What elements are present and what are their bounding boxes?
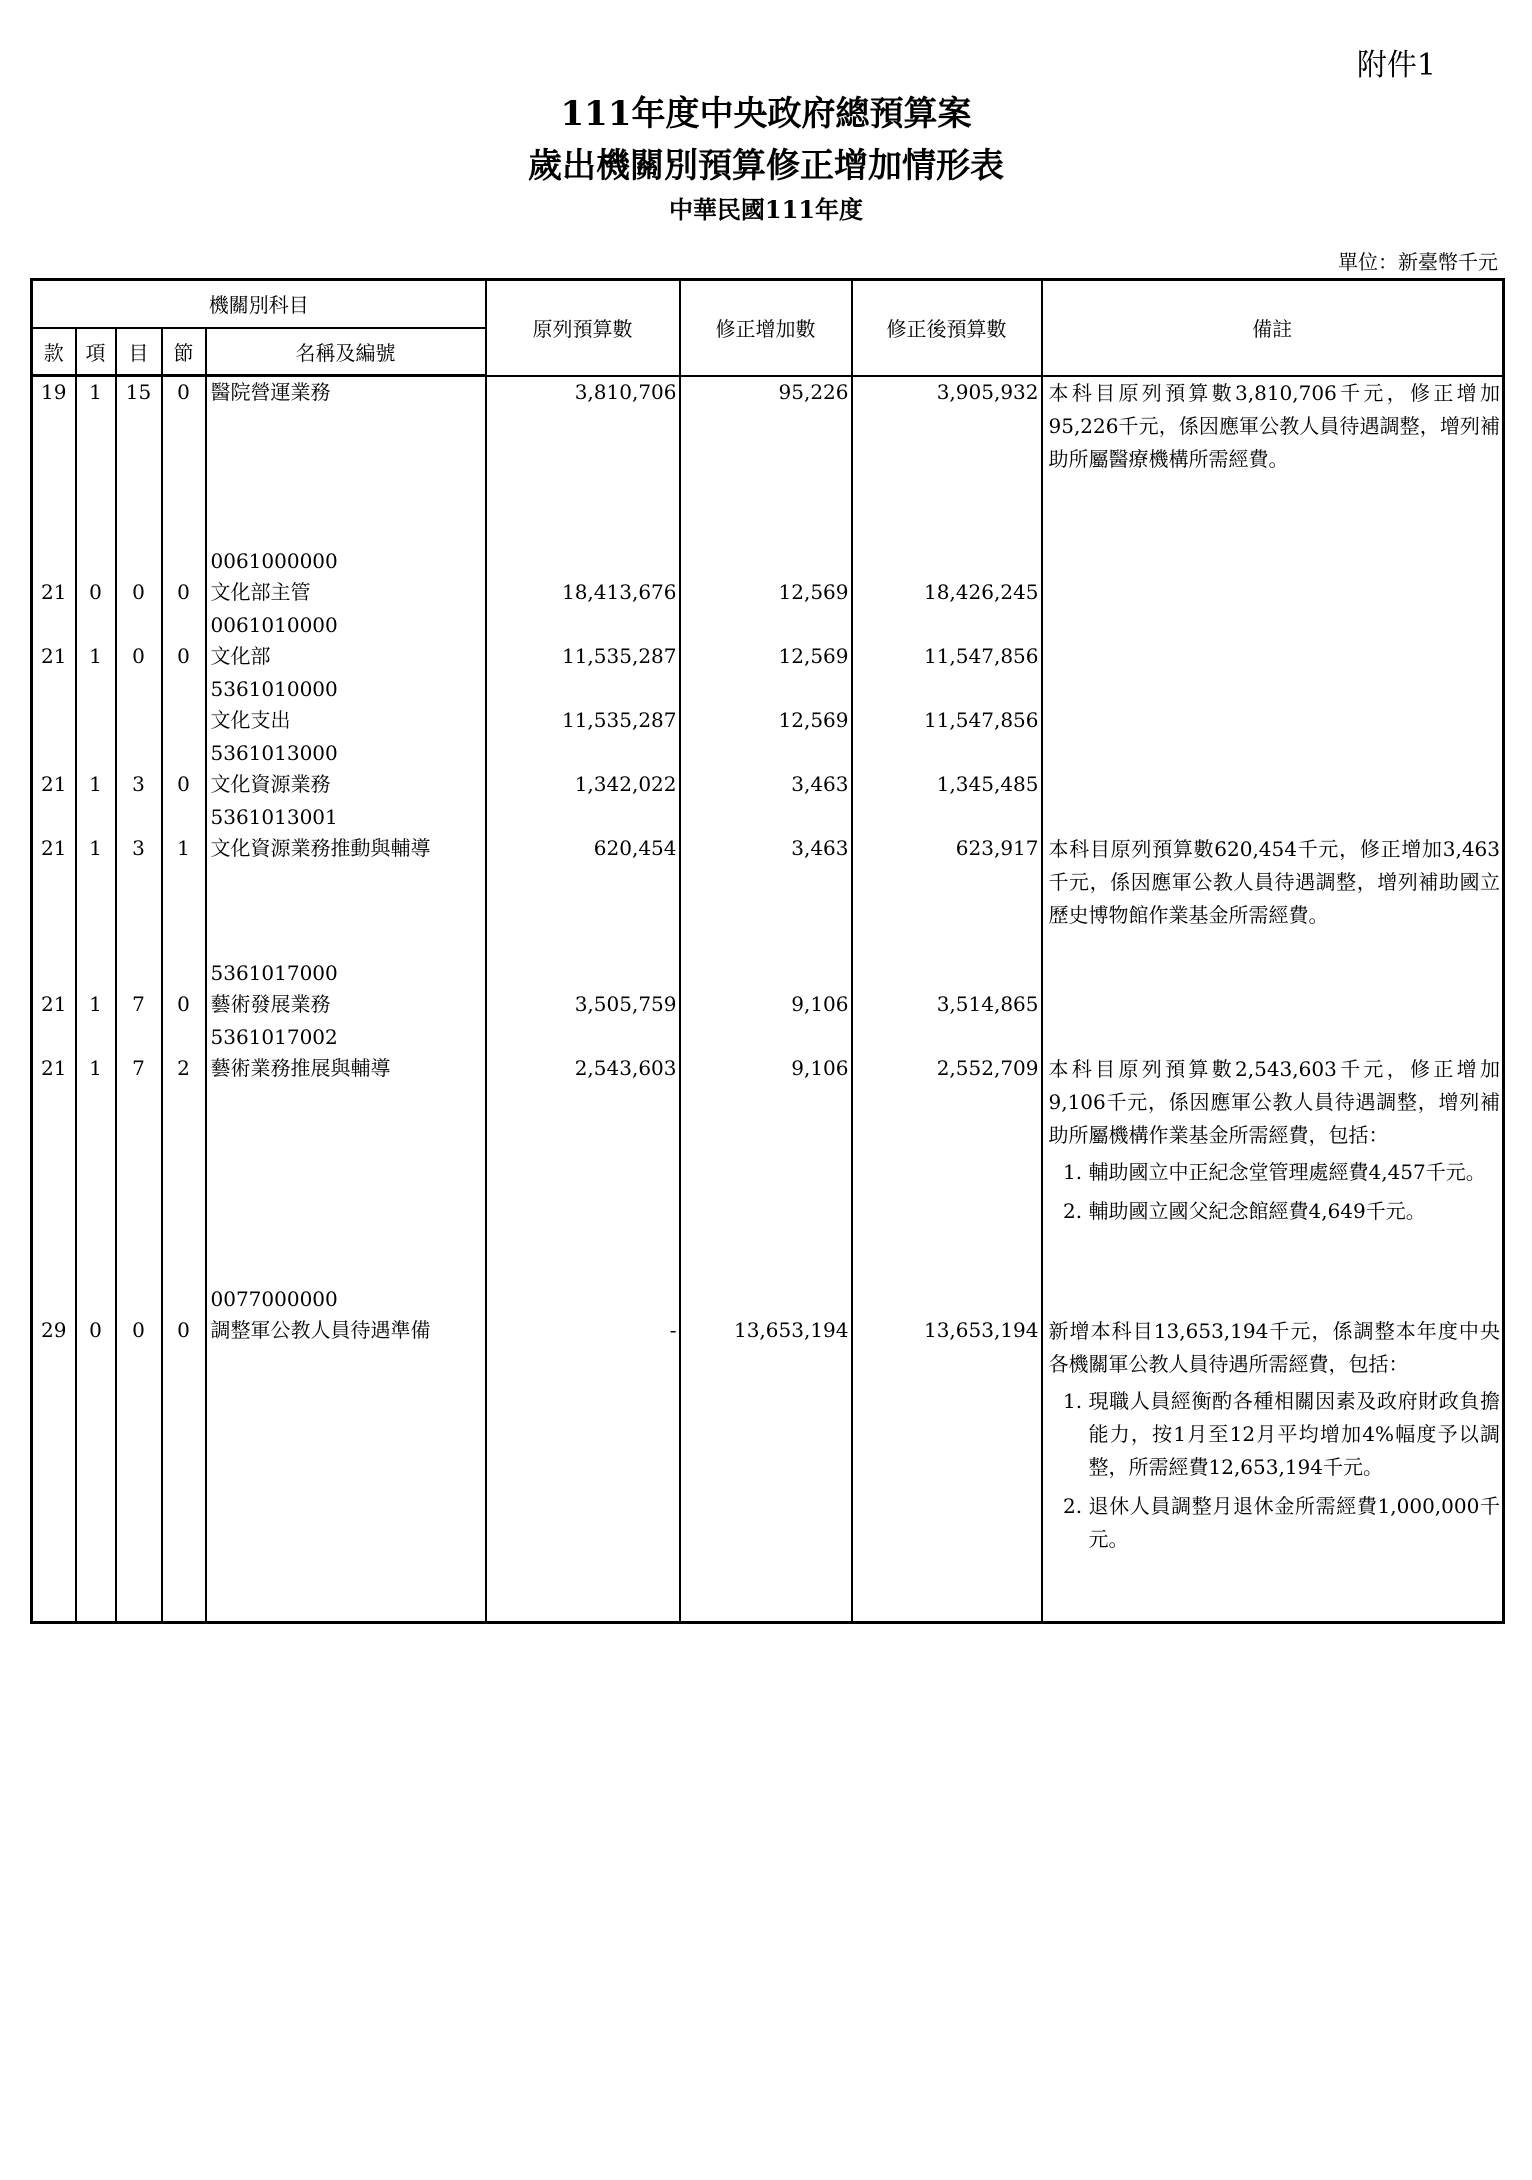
- remark-text: 本科目原列預算數2,543,603千元，修正增加9,106千元，係因應軍公教人員待遇調整，增列補助所屬機構作業基金所需經費，包括：: [1048, 1056, 1500, 1147]
- revised-cell: 1,345,485: [852, 738, 1042, 802]
- original-cell: 3,505,759: [486, 958, 680, 1022]
- name-label: 藝術發展業務: [210, 991, 331, 1016]
- table-row: [32, 546, 1504, 610]
- increase-cell: 3,463: [680, 738, 852, 802]
- budget-table: [30, 278, 1505, 1624]
- remark-cell: [1042, 1284, 1504, 1623]
- jie-cell: 0: [162, 738, 206, 802]
- name-cell: [206, 546, 486, 610]
- increase-cell: 12,569: [680, 674, 852, 738]
- mu-cell: 7: [116, 958, 162, 1022]
- kuan-cell: 21: [32, 958, 76, 1022]
- unit-label: 單位：新臺幣千元: [1338, 250, 1498, 274]
- header-jie: 節: [162, 328, 206, 376]
- revised-cell: 11,547,856: [852, 610, 1042, 674]
- name-cell: [206, 802, 486, 958]
- code-label: 0061010000: [210, 612, 338, 637]
- header-kuan: 款: [32, 328, 76, 376]
- remark-cell: [1042, 738, 1504, 802]
- header-mu: 目: [116, 328, 162, 376]
- fiscal-year: 中華民國111年度: [668, 195, 864, 224]
- table-row: [32, 802, 1504, 958]
- kuan-cell: 19: [32, 376, 76, 546]
- xiang-cell: 1: [76, 376, 116, 546]
- code-label: 0077000000: [210, 1286, 338, 1311]
- code-label: 5361017000: [210, 960, 338, 985]
- remark-item: 2. 退休人員調整月退休金所需經費1,000,000千元。: [1089, 1490, 1501, 1556]
- revised-cell: 623,917: [852, 802, 1042, 958]
- remark-list: [1049, 1385, 1501, 1556]
- remark-item: 2. 輔助國立國父紀念館經費4,649千元。: [1089, 1195, 1501, 1228]
- revised-cell: 11,547,856: [852, 674, 1042, 738]
- mu-cell: 0: [116, 1284, 162, 1623]
- table-row: [32, 376, 1504, 546]
- original-cell: 3,810,706: [486, 376, 680, 546]
- header-increase: 修正增加數: [680, 280, 852, 376]
- header-name: 名稱及編號: [206, 328, 486, 376]
- revised-cell: 18,426,245: [852, 546, 1042, 610]
- increase-cell: 13,653,194: [680, 1284, 852, 1623]
- table-row: [32, 674, 1504, 738]
- mu-cell: 3: [116, 738, 162, 802]
- remark-cell: [1042, 674, 1504, 738]
- code-label: 5361010000: [210, 676, 338, 701]
- name-cell: [206, 1022, 486, 1284]
- mu-cell: 0: [116, 546, 162, 610]
- mu-cell: 15: [116, 376, 162, 546]
- original-cell: 2,543,603: [486, 1022, 680, 1284]
- mu-cell: 7: [116, 1022, 162, 1284]
- increase-cell: 12,569: [680, 610, 852, 674]
- name-cell: 醫院營運業務: [206, 376, 486, 546]
- remark-cell: [1042, 546, 1504, 610]
- revised-cell: 3,514,865: [852, 958, 1042, 1022]
- remark-cell: [1042, 958, 1504, 1022]
- document-subtitle: 歲出機關別預算修正增加情形表: [528, 146, 1004, 186]
- name-cell: [206, 1284, 486, 1623]
- kuan-cell: 29: [32, 1284, 76, 1623]
- increase-cell: 9,106: [680, 1022, 852, 1284]
- increase-cell: 3,463: [680, 802, 852, 958]
- table-row: [32, 958, 1504, 1022]
- original-cell: 620,454: [486, 802, 680, 958]
- document-title: 111年度中央政府總預算案: [560, 94, 972, 134]
- remark-cell: [1042, 1022, 1504, 1284]
- mu-cell: [116, 674, 162, 738]
- jie-cell: [162, 674, 206, 738]
- code-label: 5361013000: [210, 740, 338, 765]
- table-row: [32, 1022, 1504, 1284]
- remark-cell: 本科目原列預算數3,810,706千元，修正增加95,226千元，係因應軍公教人員待遇調整，增列補助所屬醫療機構所需經費。: [1042, 376, 1504, 546]
- jie-cell: 0: [162, 958, 206, 1022]
- jie-cell: 0: [162, 376, 206, 546]
- revised-cell: 13,653,194: [852, 1284, 1042, 1623]
- xiang-cell: 0: [76, 1284, 116, 1623]
- header-revised: 修正後預算數: [852, 280, 1042, 376]
- header-remarks: 備註: [1042, 280, 1504, 376]
- mu-cell: 3: [116, 802, 162, 958]
- kuan-cell: 21: [32, 610, 76, 674]
- jie-cell: 0: [162, 610, 206, 674]
- jie-cell: 0: [162, 1284, 206, 1623]
- name-label: 藝術業務推展與輔導: [210, 1055, 391, 1080]
- jie-cell: 2: [162, 1022, 206, 1284]
- mu-cell: 0: [116, 610, 162, 674]
- original-cell: 11,535,287: [486, 674, 680, 738]
- kuan-cell: 21: [32, 738, 76, 802]
- xiang-cell: 1: [76, 610, 116, 674]
- original-cell: 1,342,022: [486, 738, 680, 802]
- xiang-cell: [76, 674, 116, 738]
- code-label: 0061000000: [210, 548, 338, 573]
- name-label: 文化資源業務推動與輔導: [210, 835, 431, 860]
- xiang-cell: 1: [76, 1022, 116, 1284]
- name-cell: [206, 958, 486, 1022]
- xiang-cell: 1: [76, 738, 116, 802]
- kuan-cell: [32, 674, 76, 738]
- increase-cell: 12,569: [680, 546, 852, 610]
- revised-cell: 2,552,709: [852, 1022, 1042, 1284]
- name-label: 文化部主管: [210, 579, 311, 604]
- header-xiang: 項: [76, 328, 116, 376]
- header-original: 原列預算數: [486, 280, 680, 376]
- code-label: 5361017002: [210, 1024, 338, 1049]
- header-org-subject: 機關別科目: [32, 280, 486, 328]
- original-cell: -: [486, 1284, 680, 1623]
- jie-cell: 1: [162, 802, 206, 958]
- kuan-cell: 21: [32, 1022, 76, 1284]
- remark-list: [1049, 1156, 1501, 1228]
- remark-text: 新增本科目13,653,194千元，係調整本年度中央各機關軍公教人員待遇所需經費，包括：: [1048, 1318, 1500, 1376]
- attachment-label: 附件1: [1356, 48, 1436, 83]
- name-label: 文化部: [210, 643, 271, 668]
- xiang-cell: 0: [76, 546, 116, 610]
- increase-cell: 9,106: [680, 958, 852, 1022]
- name-label: 文化支出: [210, 707, 291, 732]
- remark-item: 1. 輔助國立中正紀念堂管理處經費4,457千元。: [1089, 1156, 1501, 1189]
- increase-cell: 95,226: [680, 376, 852, 546]
- name-cell: [206, 610, 486, 674]
- revised-cell: 3,905,932: [852, 376, 1042, 546]
- name-cell: [206, 738, 486, 802]
- name-label: 調整軍公教人員待遇準備: [210, 1317, 431, 1342]
- remark-cell: [1042, 610, 1504, 674]
- xiang-cell: 1: [76, 802, 116, 958]
- kuan-cell: 21: [32, 802, 76, 958]
- code-label: 5361013001: [210, 804, 338, 829]
- original-cell: 18,413,676: [486, 546, 680, 610]
- name-cell: [206, 674, 486, 738]
- remark-cell: 本科目原列預算數620,454千元，修正增加3,463千元，係因應軍公教人員待遇調整，增列補助國立歷史博物館作業基金所需經費。: [1042, 802, 1504, 958]
- table-row: [32, 610, 1504, 674]
- kuan-cell: 21: [32, 546, 76, 610]
- remark-item: 1. 現職人員經衡酌各種相關因素及政府財政負擔能力，按1月至12月平均增加4%幅度予以調整，所需經費12,653,194千元。: [1089, 1385, 1501, 1484]
- table-row: [32, 738, 1504, 802]
- table-row: [32, 1284, 1504, 1623]
- name-label: 文化資源業務: [210, 771, 331, 796]
- original-cell: 11,535,287: [486, 610, 680, 674]
- jie-cell: 0: [162, 546, 206, 610]
- xiang-cell: 1: [76, 958, 116, 1022]
